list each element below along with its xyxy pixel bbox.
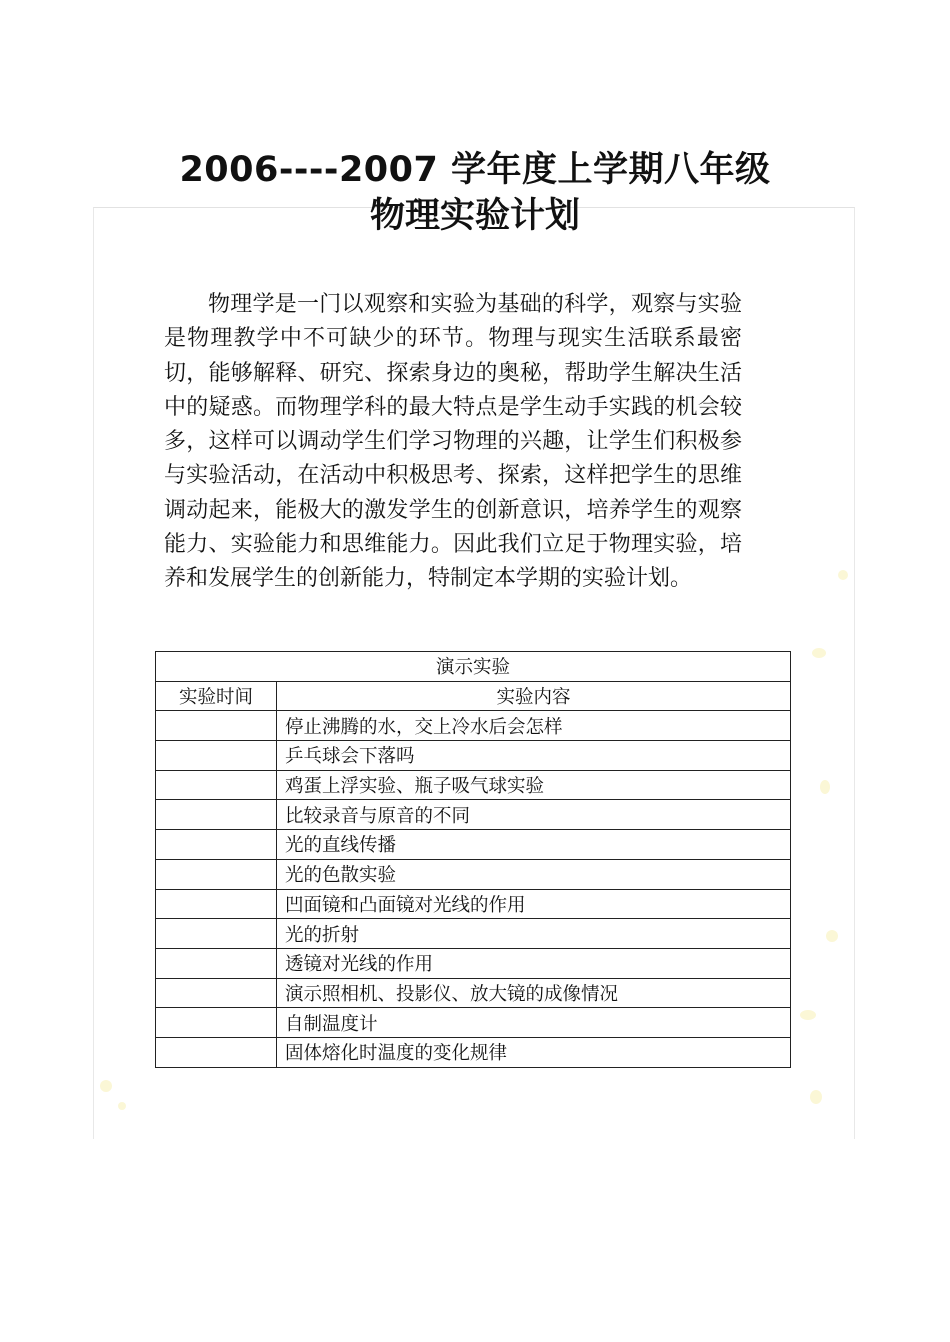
table-body: [156, 711, 791, 1067]
table-row: [156, 1037, 791, 1067]
time-cell: [156, 978, 277, 1008]
table-row: [156, 830, 791, 860]
time-cell: [156, 770, 277, 800]
table-row: [156, 800, 791, 830]
table-row: [156, 741, 791, 771]
content-cell: 比较录音与原音的不同: [277, 800, 791, 830]
content-cell: 光的直线传播: [277, 830, 791, 860]
content-cell: 鸡蛋上浮实验、瓶子吸气球实验: [277, 770, 791, 800]
table-caption-row: [156, 652, 791, 682]
time-cell: [156, 711, 277, 741]
content-cell: 透镜对光线的作用: [277, 948, 791, 978]
intro-paragraph: 物理学是一门以观察和实验为基础的科学，观察与实验是物理教学中不可缺少的环节。物理与现实生活联系最密切，能够解释、研究、探索身边的奥秘，帮助学生解决生活中的疑惑。而物理学科的最大特点是学生动手实践的机会较多，这样可以调动学生们学习物理的兴趣，让学生们积极参与实验活动，在活动中积极思考、探索，这样把学生的思维调动起来，能极大的激发学生的创新意识，培养学生的观察能力、实验能力和思维能力。因此我们立足于物理实验，培养和发展学生的创新能力，特制定本学期的实验计划。: [164, 292, 742, 592]
time-cell: [156, 830, 277, 860]
time-cell: [156, 741, 277, 771]
content-cell: 乒乓球会下落吗: [277, 741, 791, 771]
content-cell: 演示照相机、投影仪、放大镜的成像情况: [277, 978, 791, 1008]
column-header-time: 实验时间: [156, 681, 277, 711]
table-row: [156, 770, 791, 800]
content-cell: 固体熔化时温度的变化规律: [277, 1037, 791, 1067]
table-row: [156, 711, 791, 741]
time-cell: [156, 1008, 277, 1038]
content-cell: 停止沸腾的水，交上冷水后会怎样: [277, 711, 791, 741]
content-cell: 光的折射: [277, 919, 791, 949]
document-title-line-2: 物理实验计划: [369, 196, 580, 236]
table-row: [156, 978, 791, 1008]
experiment-table: [155, 651, 791, 1068]
table-row: [156, 1008, 791, 1038]
table-row: [156, 919, 791, 949]
time-cell: [156, 800, 277, 830]
content-cell: 凹面镜和凸面镜对光线的作用: [277, 889, 791, 919]
time-cell: [156, 859, 277, 889]
content-cell: 自制温度计: [277, 1008, 791, 1038]
time-cell: [156, 948, 277, 978]
table-row: [156, 889, 791, 919]
time-cell: [156, 919, 277, 949]
document-title-line-1: 2006----2007 学年度上学期八年级: [179, 150, 771, 190]
table-header-row: [156, 681, 791, 711]
time-cell: [156, 1037, 277, 1067]
content-cell: 光的色散实验: [277, 859, 791, 889]
column-header-content: 实验内容: [277, 681, 791, 711]
table-row: [156, 948, 791, 978]
table-caption: 演示实验: [156, 652, 791, 682]
table-row: [156, 859, 791, 889]
time-cell: [156, 889, 277, 919]
